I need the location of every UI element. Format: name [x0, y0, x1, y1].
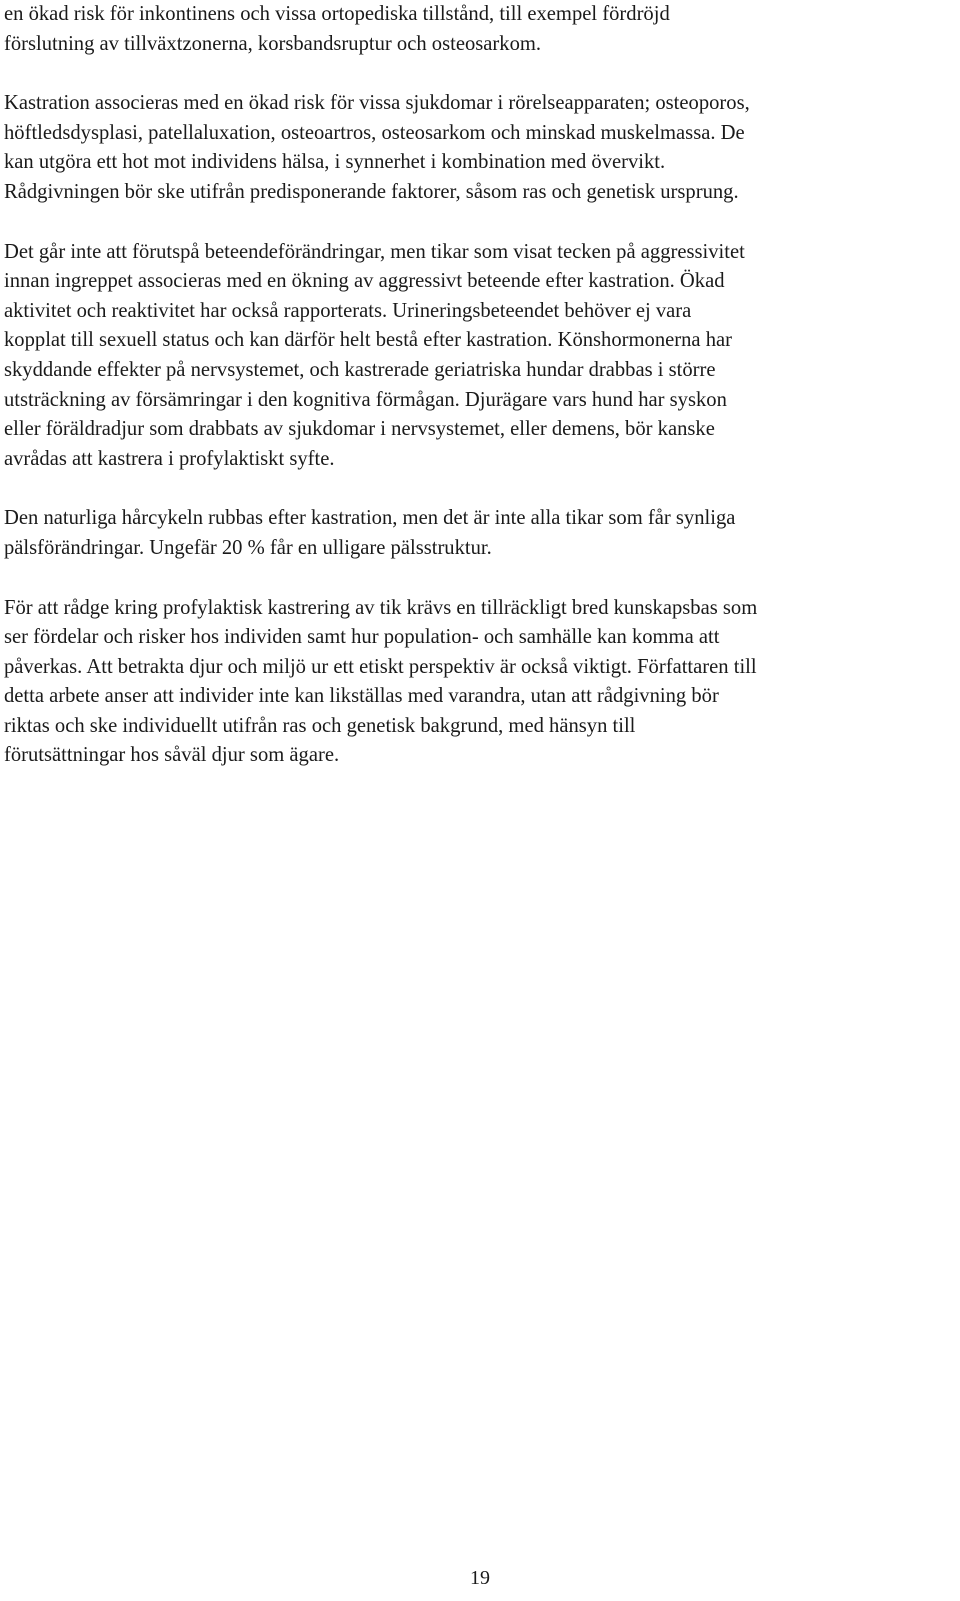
paragraph-continuation — [4, 0, 954, 59]
text-line: eller föräldradjur som drabbats av sjukdomar i nervsystemet, eller demens, bör kanske — [4, 418, 715, 441]
text-line: Det går inte att förutspå beteendeförändringar, men tikar som visat tecken på aggressivitet — [4, 240, 745, 263]
text-line: kopplat till sexuell status och kan därför helt bestå efter kastration. Könshormonerna har — [4, 329, 733, 352]
text-line: aktivitet och reaktivitet har också rapporterats. Urineringsbeteendet behöver ej vara — [4, 299, 692, 322]
text-line: avrådas att kastrera i profylaktiskt syfte. — [4, 447, 335, 470]
text-line: innan ingreppet associeras med en ökning av aggressivt beteende efter kastration. Ökad — [4, 270, 725, 293]
text-line: en ökad risk för inkontinens och vissa ortopediska tillstånd, till exempel fördröjd — [4, 3, 670, 25]
paragraph-conclusion — [4, 594, 954, 772]
text-line: detta arbete anser att individer inte kan likställas med varandra, utan att rådgivning bör — [4, 685, 719, 708]
text-line: höftledsdysplasi, patellaluxation, osteoartros, osteosarkom och minskad muskelmassa. De — [4, 121, 745, 144]
paragraph-skeletal-health — [4, 89, 954, 207]
text-line: utsträckning av försämringar i den kognitiva förmågan. Djurägare vars hund har syskon — [4, 388, 727, 411]
text-line: Den naturliga hårcykeln rubbas efter kastration, men det är inte alla tikar som får synliga — [4, 507, 736, 530]
text-line: Kastration associeras med en ökad risk för vissa sjukdomar i rörelseapparaten; osteoporos, — [4, 92, 750, 115]
page-number: 19 — [470, 1567, 490, 1589]
text-line: ser fördelar och risker hos individen samt hur population- och samhälle kan komma att — [4, 626, 720, 649]
text-line: riktas och ske individuellt utifrån ras och genetisk bakgrund, med hänsyn till — [4, 714, 636, 737]
paragraph-coat — [4, 504, 954, 563]
text-line: påverkas. Att betrakta djur och miljö ur ett etiskt perspektiv är också viktigt. Författaren till — [4, 655, 757, 678]
paragraph-behaviour — [4, 238, 954, 475]
text-line: skyddande effekter på nervsystemet, och kastrerade geriatriska hundar drabbas i större — [4, 358, 716, 381]
text-line: pälsförändringar. Ungefär 20 % får en ulligare pälsstruktur. — [4, 536, 492, 559]
text-line: För att rådge kring profylaktisk kastrering av tik krävs en tillräckligt bred kunskapsbas som — [4, 596, 758, 619]
text-line: förslutning av tillväxtzonerna, korsbandsruptur och osteosarkom. — [4, 32, 542, 55]
text-line: kan utgöra ett hot mot individens hälsa, i synnerhet i kombination med övervikt. — [4, 151, 666, 174]
text-line: förutsättningar hos såväl djur som ägare. — [4, 744, 340, 767]
text-line: Rådgivningen bör ske utifrån predisponerande faktorer, såsom ras och genetisk ursprung. — [4, 180, 739, 203]
document-page — [4, 0, 954, 801]
